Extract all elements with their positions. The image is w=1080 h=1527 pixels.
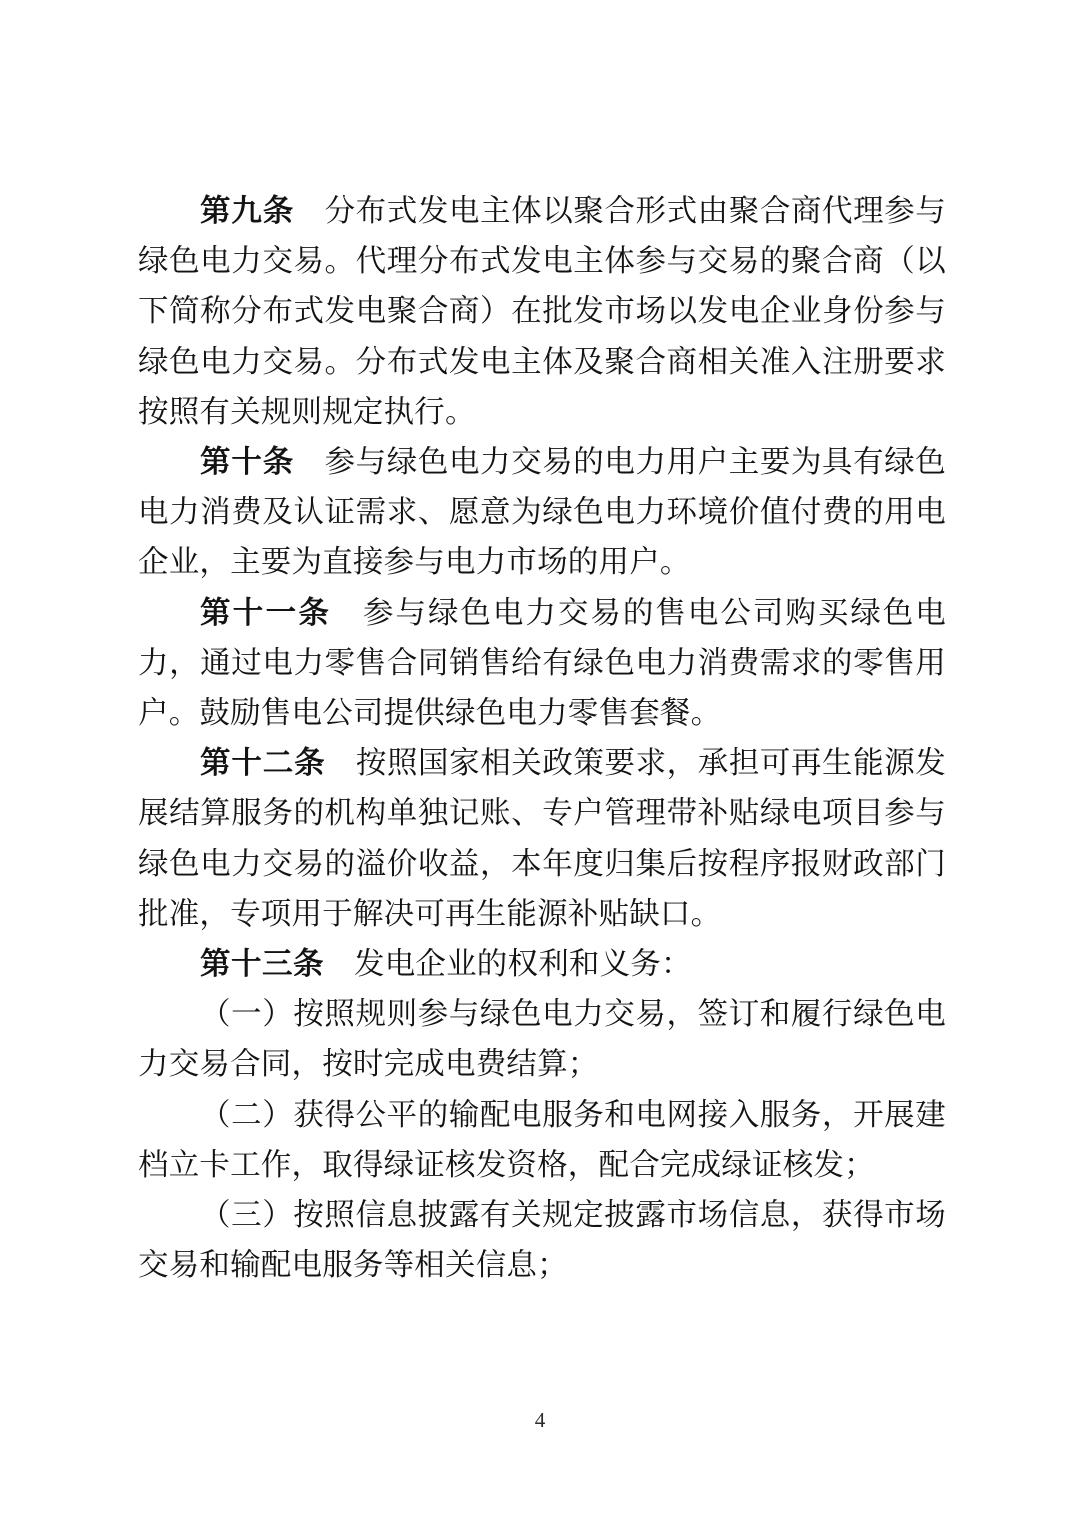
- article-text-12: 按照国家相关政策要求，承担可再生能源发展结算服务的机构单独记账、专户管理带补贴绿电项目参与绿色电力交易的溢价收益，本年度归集后按程序报财政部门批准，专项用于解决可再生能源补贴缺口。: [138, 746, 946, 931]
- document-body: [138, 186, 946, 1290]
- article-label-10: 第十条: [200, 445, 295, 480]
- article-13-item-3: （三）按照信息披露有关规定披露市场信息，获得市场交易和输配电服务等相关信息；: [138, 1198, 946, 1283]
- article-text-9: 分布式发电主体以聚合形式由聚合商代理参与绿色电力交易。代理分布式发电主体参与交易的聚合商（以下简称分布式发电聚合商）在批发市场以发电企业身份参与绿色电力交易。分布式发电主体及聚合商相关准入注册要求按照有关规则规定执行。: [138, 194, 947, 429]
- article-text-11: 参与绿色电力交易的售电公司购买绿色电力，通过电力零售合同销售给有绿色电力消费需求的零售用户。鼓励售电公司提供绿色电力零售套餐。: [138, 595, 946, 731]
- article-paragraph-13: [138, 939, 946, 989]
- article-label-9: 第九条: [200, 194, 295, 228]
- article-paragraph-11: [138, 588, 946, 739]
- article-text-13: 发电企业的权利和义务：: [354, 947, 692, 982]
- article-label-13: 第十三条: [200, 947, 324, 982]
- article-paragraph-10: [138, 437, 946, 588]
- article-13-item-1: （一）按照规则参与绿色电力交易，签订和履行绿色电力交易合同，按时完成电费结算；: [138, 997, 946, 1082]
- article-paragraph-12: [138, 738, 946, 939]
- article-13-item-2: （二）获得公平的输配电服务和电网接入服务，开展建档立卡工作，取得绿证核发资格，配合完成绿证核发；: [138, 1097, 946, 1182]
- article-label-11: 第十一条: [200, 595, 332, 630]
- article-label-12: 第十二条: [200, 746, 326, 781]
- article-text-10: 参与绿色电力交易的电力用户主要为具有绿色电力消费及认证需求、愿意为绿色电力环境价值付费的用电企业，主要为直接参与电力市场的用户。: [138, 445, 947, 580]
- page-number: 4: [534, 1408, 546, 1432]
- article-paragraph-9: [138, 186, 946, 437]
